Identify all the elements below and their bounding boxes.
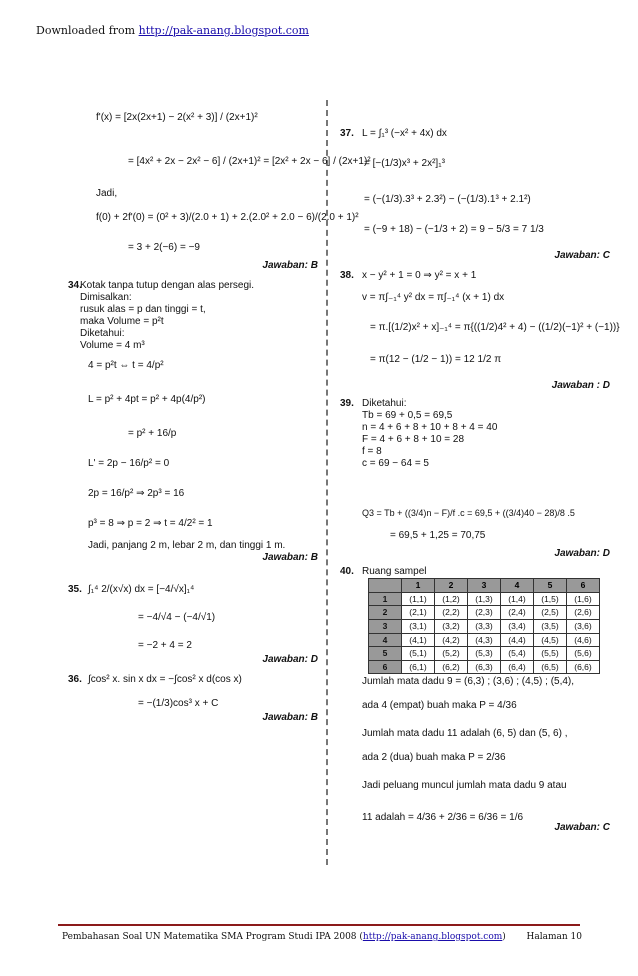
q34-line-13: Jadi, panjang 2 m, lebar 2 m, dan tinggi 1 m. <box>88 540 286 551</box>
footer-close: ) <box>502 932 506 942</box>
q34-line-8: L = p² + 4pt = p² + 4p(4/p²) <box>88 394 206 405</box>
table-cell: (6,1) <box>402 660 435 674</box>
table-cell: (6,5) <box>534 660 567 674</box>
q39-line-1: Diketahui: <box>362 398 407 409</box>
q34-number: 34. <box>68 280 82 291</box>
q38-number: 38. <box>340 270 354 281</box>
table-row-header: 4 <box>369 633 402 647</box>
table-cell: (1,5) <box>534 592 567 606</box>
table-cell: (4,3) <box>468 633 501 647</box>
q38-line-2: v = π∫₋₁⁴ y² dx = π∫₋₁⁴ (x + 1) dx <box>362 292 505 303</box>
q35-line-2: = −4/√4 − (−4/√1) <box>138 612 216 623</box>
table-header-cell: 4 <box>501 579 534 593</box>
q34-line-6: Volume = 4 m³ <box>80 340 145 351</box>
q34-line-9: = p² + 16/p <box>128 428 177 439</box>
table-cell: (4,6) <box>567 633 600 647</box>
table-cell: (2,3) <box>468 606 501 620</box>
table-cell: (1,2) <box>435 592 468 606</box>
q39-line-7: Q3 = Tb + ((3/4)n − F)/f .c = 69,5 + ((3/4)40 − 28)/8 .5 <box>362 508 575 518</box>
q37-line-4: = (−9 + 18) − (−1/3 + 2) = 9 − 5/3 = 7 1/3 <box>364 224 544 235</box>
table-cell: (6,6) <box>567 660 600 674</box>
q34-line-11: 2p = 16/p² ⇒ 2p³ = 16 <box>88 488 185 499</box>
footer-link[interactable]: http://pak-anang.blogspot.com <box>362 932 503 942</box>
sample-space-table <box>368 578 600 674</box>
table-header-cell <box>369 579 402 593</box>
table-cell: (6,3) <box>468 660 501 674</box>
answer-33: Jawaban: B <box>262 260 318 271</box>
deriv-line-3: Jadi, <box>96 188 118 199</box>
table-cell: (3,2) <box>435 619 468 633</box>
answer-40: Jawaban: C <box>554 822 610 833</box>
table-header-row <box>369 579 600 593</box>
page-footer <box>62 932 582 942</box>
table-cell: (4,1) <box>402 633 435 647</box>
table-cell: (2,2) <box>435 606 468 620</box>
table-row-header: 2 <box>369 606 402 620</box>
q39-line-3: n = 4 + 6 + 8 + 10 + 8 + 4 = 40 <box>362 422 498 433</box>
q34-line-5: Diketahui: <box>80 328 125 339</box>
q40-number: 40. <box>340 566 354 577</box>
table-header-cell: 2 <box>435 579 468 593</box>
table-header-cell: 1 <box>402 579 435 593</box>
q38-line-4: = π(12 − (1/2 − 1)) = 12 1/2 π <box>370 354 502 365</box>
q34-line-4: maka Volume = p²t <box>80 316 164 327</box>
q37-line-1: L = ∫₁³ (−x² + 4x) dx <box>362 128 447 139</box>
q40-line-3: Jumlah mata dadu 11 adalah (6, 5) dan (5, 6) , <box>362 728 568 739</box>
q34-line-1: Kotak tanpa tutup dengan alas persegi. <box>80 280 255 291</box>
q40-line-4: ada 2 (dua) buah maka P = 2/36 <box>362 752 506 763</box>
q39-line-5: f = 8 <box>362 446 382 457</box>
table-cell: (6,4) <box>501 660 534 674</box>
table-row <box>369 606 600 620</box>
answer-34: Jawaban: B <box>262 552 318 563</box>
table-cell: (4,4) <box>501 633 534 647</box>
table-cell: (2,1) <box>402 606 435 620</box>
table-row-header: 1 <box>369 592 402 606</box>
q37-line-2: = [−(1/3)x³ + 2x²]₁³ <box>364 158 445 169</box>
table-cell: (3,6) <box>567 619 600 633</box>
q35-number: 35. <box>68 584 82 595</box>
table-cell: (6,2) <box>435 660 468 674</box>
page-header <box>36 24 309 37</box>
table-header-cell: 3 <box>468 579 501 593</box>
q35-line-3: = −2 + 4 = 2 <box>138 640 192 651</box>
answer-39: Jawaban: D <box>554 548 610 559</box>
q39-line-4: F = 4 + 6 + 8 + 10 = 28 <box>362 434 465 445</box>
q36-number: 36. <box>68 674 82 685</box>
answer-35: Jawaban: D <box>262 654 318 665</box>
table-cell: (3,3) <box>468 619 501 633</box>
table-cell: (5,6) <box>567 647 600 661</box>
q34-line-12: p³ = 8 ⇒ p = 2 ⇒ t = 4/2² = 1 <box>88 518 213 529</box>
q36-line-2: = −(1/3)cos³ x + C <box>138 698 219 709</box>
footer-text: Pembahasan Soal UN Matematika SMA Program Studi IPA 2008 ( <box>62 932 363 942</box>
deriv-line-1: f'(x) = [2x(2x+1) − 2(x² + 3)] / (2x+1)² <box>96 112 258 123</box>
answer-38: Jawaban : D <box>551 380 610 391</box>
table-row <box>369 633 600 647</box>
table-row-header: 6 <box>369 660 402 674</box>
deriv-line-4: f(0) + 2f'(0) = (0² + 3)/(2.0 + 1) + 2.(2.0² + 2.0 − 6)/(2.0 + 1)² <box>96 212 359 223</box>
table-cell: (3,5) <box>534 619 567 633</box>
q38-line-3: = π.[(1/2)x² + x]₋₁⁴ = π{((1/2)4² + 4) − ((1/2)(−1)² + (−1))} <box>370 322 620 333</box>
q40-line-2: ada 4 (empat) buah maka P = 4/36 <box>362 700 517 711</box>
table-cell: (2,5) <box>534 606 567 620</box>
q39-line-2: Tb = 69 + 0,5 = 69,5 <box>362 410 453 421</box>
answer-37: Jawaban: C <box>554 250 610 261</box>
q37-number: 37. <box>340 128 354 139</box>
q39-number: 39. <box>340 398 354 409</box>
table-row <box>369 660 600 674</box>
table-row <box>369 592 600 606</box>
table-cell: (1,3) <box>468 592 501 606</box>
q37-line-3: = (−(1/3).3³ + 2.3²) − (−(1/3).1³ + 2.1²) <box>364 194 531 205</box>
table-row-header: 5 <box>369 647 402 661</box>
table-cell: (5,5) <box>534 647 567 661</box>
table-cell: (2,6) <box>567 606 600 620</box>
q40-line-1: Jumlah mata dadu 9 = (6,3) ; (3,6) ; (4,5) ; (5,4), <box>362 676 575 687</box>
table-cell: (2,4) <box>501 606 534 620</box>
table-cell: (5,2) <box>435 647 468 661</box>
q40-line-5: Jadi peluang muncul jumlah mata dadu 9 atau <box>362 780 567 791</box>
q38-line-1: x − y² + 1 = 0 ⇒ y² = x + 1 <box>362 270 477 281</box>
table-cell: (5,1) <box>402 647 435 661</box>
table-row <box>369 619 600 633</box>
q36-line-1: ∫cos² x. sin x dx = −∫cos² x d(cos x) <box>88 674 242 685</box>
table-cell: (1,4) <box>501 592 534 606</box>
table-row-header: 3 <box>369 619 402 633</box>
table-cell: (3,4) <box>501 619 534 633</box>
table-cell: (4,2) <box>435 633 468 647</box>
footer-rule <box>58 924 580 926</box>
answer-36: Jawaban: B <box>262 712 318 723</box>
table-row <box>369 647 600 661</box>
page-number: Halaman 10 <box>526 932 582 942</box>
table-cell: (5,3) <box>468 647 501 661</box>
table-cell: (5,4) <box>501 647 534 661</box>
table-cell: (4,5) <box>534 633 567 647</box>
q34-line-2: Dimisalkan: <box>80 292 132 303</box>
q34-line-7: 4 = p²t ⇔ t = 4/p² <box>88 360 164 371</box>
deriv-line-5: = 3 + 2(−6) = −9 <box>128 242 200 253</box>
q34-line-10: L' = 2p − 16/p² = 0 <box>88 458 170 469</box>
header-link[interactable]: http://pak-anang.blogspot.com <box>138 24 309 37</box>
table-cell: (1,6) <box>567 592 600 606</box>
table-header-cell: 6 <box>567 579 600 593</box>
q39-line-8: = 69,5 + 1,25 = 70,75 <box>390 530 486 541</box>
table-cell: (1,1) <box>402 592 435 606</box>
q40-title: Ruang sampel <box>362 566 427 577</box>
q35-line-1: ∫₁⁴ 2/(x√x) dx = [−4/√x]₁⁴ <box>88 584 195 595</box>
q40-line-6: 11 adalah = 4/36 + 2/36 = 6/36 = 1/6 <box>362 812 524 823</box>
table-cell: (3,1) <box>402 619 435 633</box>
q34-line-3: rusuk alas = p dan tinggi = t, <box>80 304 206 315</box>
header-prefix: Downloaded from <box>36 24 139 37</box>
deriv-line-2: = [4x² + 2x − 2x² − 6] / (2x+1)² = [2x² + 2x − 6] / (2x+1)² <box>128 156 371 167</box>
q39-line-6: c = 69 − 64 = 5 <box>362 458 429 469</box>
table-header-cell: 5 <box>534 579 567 593</box>
